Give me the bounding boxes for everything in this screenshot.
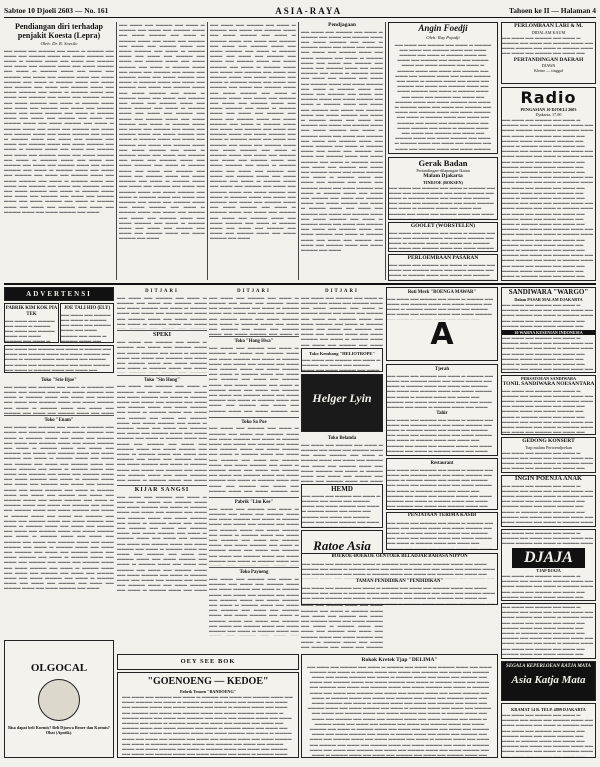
perloembaan-body [389,262,497,282]
radio-schedule [502,117,595,281]
right-sub: DIDALAM KAUM [531,29,566,35]
right-body [502,35,595,57]
ad-col4-top [301,287,383,347]
lim-kee-body [209,506,299,566]
lepra-article [4,22,114,282]
sin-hong-body [117,383,207,483]
katjamata-info [501,603,596,659]
katjamata-addr-body [502,712,595,758]
listing-body [4,424,114,624]
boenga-title: Roti Merk "BOENGA MAWAR" [407,290,477,295]
djaja-body [502,573,595,601]
wargo-title: SANDIWARA "WARGO" [508,288,589,296]
penjatean-body [387,520,497,551]
belanda-ad [301,434,383,482]
hong-hwa-body [209,345,299,415]
pabrik-lim-kee: Pabrik "Lim Kee" [234,499,274,505]
angin-poem [389,42,497,155]
boenga-mawar-ad [386,287,498,361]
column-rule [385,22,386,280]
toko-hong-hwa: Toko "Hong Hwa" [234,339,274,345]
tonil-body [502,388,595,436]
djaja-ad [501,529,596,601]
ditjari4-body [301,295,383,347]
restaurant-title: Restaurant [430,461,454,466]
penjatean-ad [386,512,498,550]
tjerah-body [387,373,497,409]
masthead-title: ASIA-RAYA [275,5,343,16]
tjerah-title: Tjerah [434,367,450,372]
angin-foedji-box [388,22,498,154]
masthead-page: Tahoen ke II — Halaman 4 [508,6,596,15]
toko-enam: Toko "Enam" [44,418,74,424]
joe-ad [60,303,114,343]
radio-sub: PENGASIAN 10 DJOELI 2603 [520,107,577,112]
restaurant-body [387,467,497,510]
big-letter-a: A [430,316,454,352]
tahir-body [387,417,497,456]
angin-headline: Angin Foedji [418,23,468,33]
katjamata-addr: KRAMAT 14 B. TELP. 4809 DJAKARTA [511,707,586,712]
kim-title: PABRIK KIM KOK PIA TEK [5,306,58,317]
masthead [4,4,596,18]
kim-kok-ad [4,303,59,343]
advertensi-header [4,287,114,301]
tahir-title: Tahir [436,410,448,416]
joe-body [61,312,113,343]
gerak-title2: Malam Djakarta [423,173,463,179]
oey-see-bok-ad [117,654,299,670]
speki-title: SPEKI [152,332,171,339]
sep [117,375,207,376]
restaurant-ad [386,458,498,510]
article-col3 [210,22,296,280]
ditjari-title: DITJARI [145,289,179,294]
ditjari-body [117,295,207,329]
column-rule [207,22,208,280]
kidjar-body [117,494,207,594]
perloembaan-box [388,254,498,281]
goenoeng-title: "GOENOENG — KEDOE" [147,676,269,687]
goenoeng-ad [117,672,299,758]
delima-ad [301,654,498,758]
katjamata-body [502,604,595,659]
right-top-box [501,22,596,84]
payoeng-body [209,576,299,636]
djaja-sub: TJAP DJAJA [536,568,561,573]
belanda-title: Toko Belanda [327,436,357,441]
hemd-body [302,493,382,528]
sep [117,485,207,486]
tali-ad [4,345,114,373]
tjerah-ad [386,364,498,456]
heliotrope-ad [301,348,383,372]
col3-body [210,22,296,241]
helger-title: Helger Lyin [312,391,372,405]
helger-ad [301,374,383,432]
delima-body [302,664,497,759]
toko-sa-poe: Toko Sa Poe [241,419,267,425]
masthead-date: Sabtoe 10 Djoeli 2603 — No. 161 [4,6,109,15]
poenya-title: INGIN POENJA ANAK [514,475,583,482]
sep [209,417,299,418]
wargo-ad [501,287,596,373]
wargo-sub: Dalam PASAR MALAM DJAKARTA [514,297,583,302]
boekoe-body [302,561,497,579]
toko-srie-bjoe: Toko "Srie Bjoe" [41,378,77,383]
pendidikan-title: TAMAN PENDIDIKAN "PENDIDIKAN" [355,578,444,584]
gedong-ad [501,437,596,473]
oey-title: OEY SEE BOK [180,658,236,665]
goenoeng-body [118,694,298,758]
ditjari4-title: DITJARI [325,289,359,294]
angin-byline: Oleh: Ray Pojadji [426,35,460,40]
joe-title: JOE TALI HIO (ELY) [63,306,111,311]
goolet-body [389,230,497,253]
gerak-badan-box [388,157,498,220]
hemd-title: HEMD [331,485,353,493]
tonil-sub: PERSATOEAN SANDIWARA [520,376,577,381]
katjamata-addr-box [501,703,596,758]
col3-heading: Pendjagaan [328,22,356,28]
kidjar-title: KIJAR SANGSI [134,486,190,493]
gerak-tindjoe: TINDJOE (BOKSEN) [423,179,463,185]
hemd-ad [301,484,383,528]
gedong-body [502,450,595,474]
right-title2: PERTANDINGAN DAERAH [513,56,584,63]
section-rule [4,283,596,285]
goolet-title: GOOLET (WORSTELEN) [410,223,476,229]
olgocal-sub: Bisa dapat beli Koemis? Beli Djoewa Bener dan Koemis? Obat (Apotik). [8,725,110,735]
sepala-title: SEGALA KEPERLOEAN KATJA MATA [506,664,591,669]
heliotrope-body [302,357,382,372]
boekoe-title: BOEKOE-BOEKOE OENTOEK BELADJAR BAHASA NIPPON [331,554,468,559]
wargo-body [502,302,595,330]
gerak-headline: Gerak Badan [418,158,468,168]
poenya-body [502,483,595,528]
sepala-ad [501,661,596,701]
toko-listings-1 [4,376,114,636]
pabrik-tenoen: Pabrik Tenoen "BANDOENG" [179,689,237,694]
wargo-body2 [502,335,595,373]
goolet-box [388,222,498,252]
delima-title: Rokok Kretek Tjap "DELIMA" [361,657,438,663]
kim-body [5,318,58,343]
perloembaan-title: PERLOEMBAAN PASARAN [407,255,479,261]
boekoe-ad [301,553,498,605]
lepra-byline: Oleh: Dr. R. Soesilo [40,41,78,46]
asia-katja-mata: Asia Katja Mata [511,673,586,686]
speki-body [117,339,207,373]
djaja-top [502,530,595,548]
radio-box [501,87,596,281]
radio-title: Radio [520,88,577,107]
poenya-ad [501,475,596,527]
column-rule [298,22,299,280]
sep [209,336,299,337]
advertensi-title: ADVERTENSI [26,290,92,298]
sa-poe-body [209,425,299,495]
right-kw: Kleine — tinggal [533,68,564,73]
right-sub2: DJAWA [541,63,556,68]
column-rule [116,22,117,280]
pendidikan-body [302,585,497,605]
belanda-body [301,442,383,482]
gedong-line: Tiap malam Pertoendjoekan [524,444,573,450]
ad-col3 [209,287,299,651]
radio-line: Djakarta, 17.00 [535,112,562,117]
olgocal-title: OLGOCAL [30,662,88,674]
olgocal-ad [4,640,114,758]
listing-sep [4,415,114,416]
tonil-ad [501,375,596,435]
article-col4 [301,22,383,280]
wargo-line: 10 WARNA KESENIAN INDONESIA [502,330,595,335]
ad-col2 [117,287,207,651]
lepra-headline: Pendiangan diri terhadap penjakit Koesta (Lepra) [14,22,103,40]
toko-payoeng: Toko Payoeng [239,570,269,576]
col4-body [301,29,383,253]
ditjari3-body [209,295,299,335]
heliotrope-title: Toko Kembang "HELIOTROPE" [309,351,375,356]
gerak-sub: Pertandingan-dilapangan Ikatan [416,168,470,173]
sep [209,567,299,568]
article-col2 [119,22,205,280]
sep [209,497,299,498]
ratoe-title: Ratoe Asia [313,538,371,553]
tonil-title: TONIL SANDIWARA NOESANTARA [502,381,595,387]
toko-sin-hong: Toko "Sin Hong" [144,377,180,383]
olgocal-emblem [38,679,80,721]
right-title: PERLOMBAAN LARI & M. [514,23,583,29]
tali-body [5,346,113,373]
gedong-title: GEDONG KONSERT [522,438,575,444]
col2-body [119,22,205,241]
gerak-body [389,185,497,221]
djaja-title: DJAJA [512,548,585,568]
lepra-body [4,48,114,215]
ditjari3-title: DITJARI [237,289,271,294]
sep [117,330,207,331]
listing-body [4,384,114,414]
penjatean-title: PENJATAAN TERIMA KASIH [407,513,477,518]
